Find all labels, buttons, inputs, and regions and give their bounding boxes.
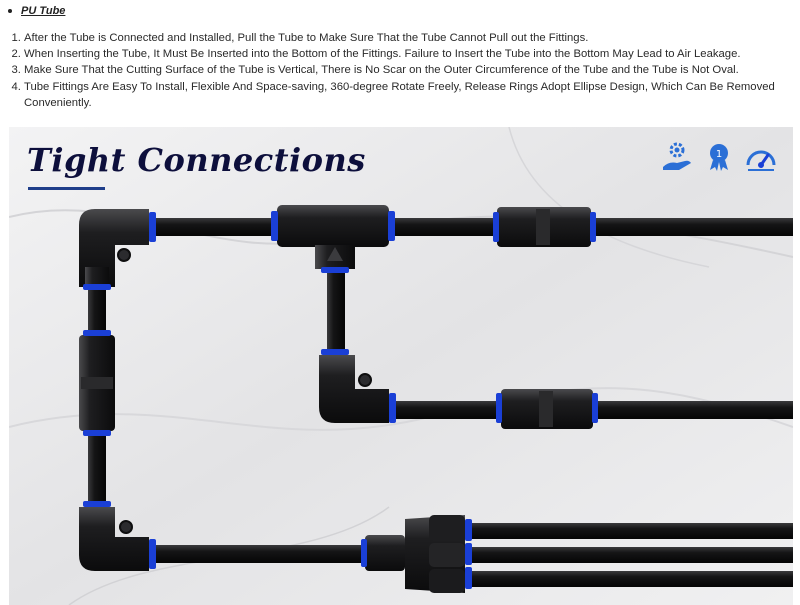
title-underline [28, 187, 105, 190]
instruction-item: 4. Tube Fittings Are Easy To Install, Flexible And Space-saving, 360-degree Rotate Freely, Release Rings Adopt Ellipse Design, Which Can Be Removed Conveniently. [24, 79, 796, 111]
hand-gear-icon [659, 139, 695, 175]
quality-badge-icon [701, 139, 737, 175]
instruction-item: 2. When Inserting the Tube, It Must Be Inserted into the Bottom of the Fittings. Failure to Insert the Tube into the Bottom May Lead to Air Leakage. [24, 46, 796, 62]
pressure-gauge-icon [743, 139, 779, 175]
tube-fittings-illustration [9, 127, 793, 605]
section-heading: PU Tube [21, 5, 66, 17]
feature-icons [659, 139, 779, 175]
section-bullet [8, 5, 65, 17]
product-description [0, 0, 800, 130]
instruction-item: 1. After the Tube is Connected and Installed, Pull the Tube to Make Sure That the Tube Cannot Pull out the Fittings. [24, 30, 796, 46]
instruction-item: 3. Make Sure That the Cutting Surface of the Tube is Vertical, There is No Scar on the Outer Circumference of the Tube and the Tube is Not Oval. [24, 62, 796, 78]
banner-title: Tight Connections [27, 141, 366, 179]
instruction-list [0, 30, 796, 111]
svg-text:1: 1 [715, 149, 723, 160]
bullet-dot [8, 9, 12, 13]
product-banner [9, 127, 793, 605]
